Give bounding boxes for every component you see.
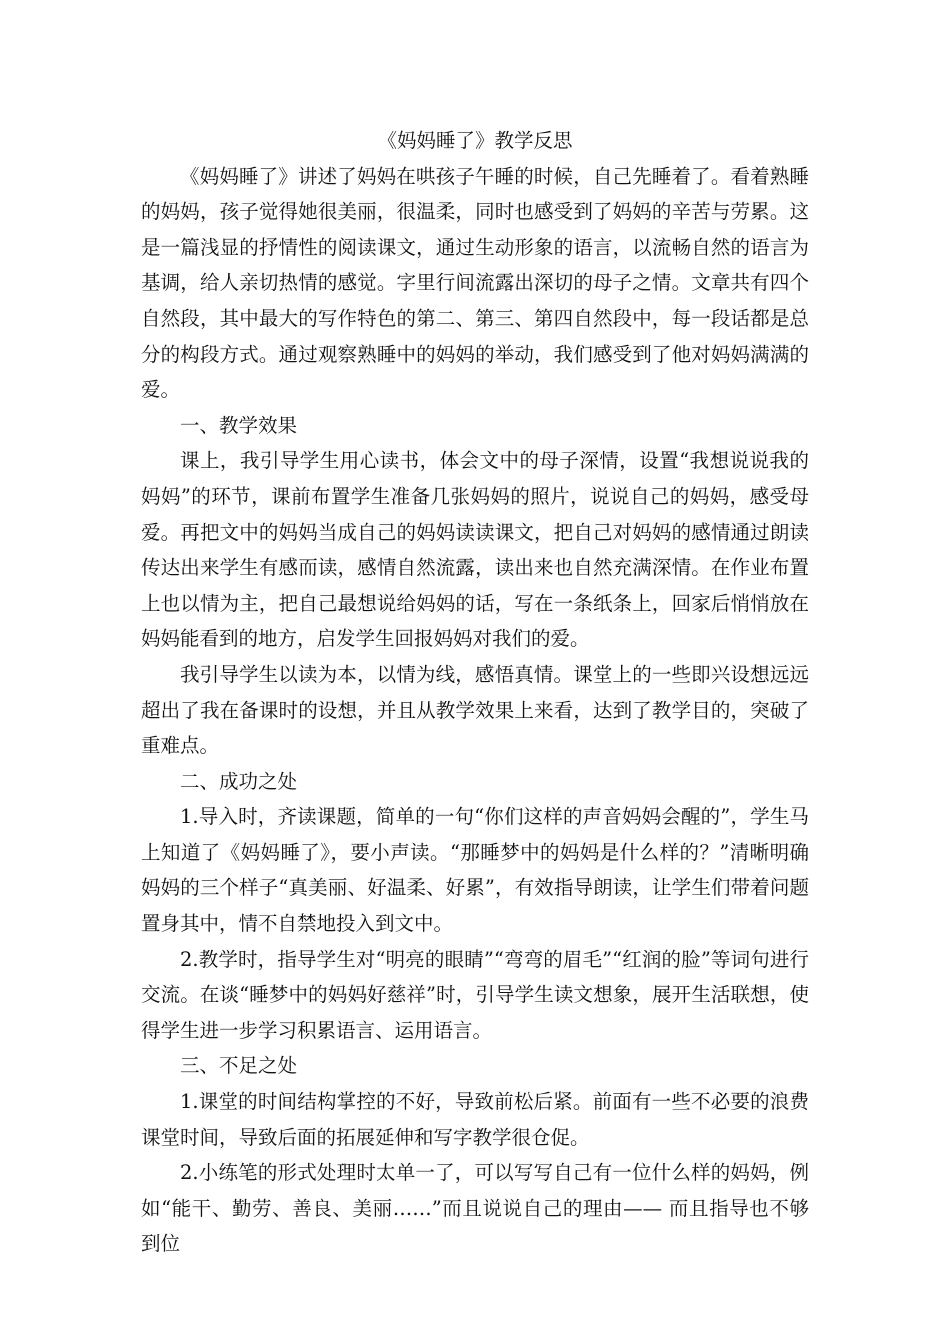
section-heading-successes: 二、成功之处	[180, 769, 298, 793]
paragraph: 1.导入时，齐读课题，简单的一句“你们这样的声音妈妈会醒的”，学生马上知道了《妈妈睡了》，要小声读。“那睡梦中的妈妈是什么样的？”清晰明确妈妈的三个样子“真美丽、好温柔、好累”，有效指导朗读，让学生们带着问题置身其中，情不自禁地投入到文中。	[141, 805, 809, 936]
document-body	[141, 123, 809, 1262]
paragraph: 1.课堂的时间结构掌控的不好，导致前松后紧。前面有一些不必要的浪费课堂时间，导致后面的拓展延伸和写字教学很仓促。	[141, 1090, 809, 1149]
section-heading-teaching-effect: 一、教学效果	[180, 413, 298, 437]
intro-paragraph: 《妈妈睡了》讲述了妈妈在哄孩子午睡的时候，自己先睡着了。看着熟睡的妈妈，孩子觉得她很美丽，很温柔，同时也感受到了妈妈的辛苦与劳累。这是一篇浅显的抒情性的阅读课文，通过生动形象的语言，以流畅自然的语言为基调，给人亲切热情的感觉。字里行间流露出深切的母子之情。文章共有四个自然段，其中最大的写作特色的第二、第三、第四自然段中，每一段话都是总分的构段方式。通过观察熟睡中的妈妈的举动，我们感受到了他对妈妈满满的爱。	[141, 164, 809, 402]
document-title: 《妈妈睡了》教学反思	[377, 129, 573, 152]
paragraph: 我引导学生以读为本，以情为线，感悟真情。课堂上的一些即兴设想远远超出了我在备课时的设想，并且从教学效果上来看，达到了教学目的，突破了重难点。	[141, 662, 809, 758]
paragraph: 2.小练笔的形式处理时太单一了，可以写写自己有一位什么样的妈妈，例如“能干、勤劳、善良、美丽……”而且说说自己的理由—— 而且指导也不够到位	[141, 1161, 809, 1256]
section-heading-shortcomings: 三、不足之处	[180, 1054, 298, 1078]
paragraph: 2.教学时，指导学生对“明亮的眼睛”“弯弯的眉毛”“红润的脸”等词句进行交流。在谈“睡梦中的妈妈好慈祥”时，引导学生读文想象，展开生活联想，使得学生进一步学习积累语言、运用语言。	[141, 947, 809, 1042]
paragraph: 课上，我引导学生用心读书，体会文中的母子深情，设置“我想说说我的妈妈”的环节，课前布置学生准备几张妈妈的照片，说说自己的妈妈，感受母爱。再把文中的妈妈当成自己的妈妈读读课文，把自己对妈妈的感情通过朗读传达出来学生有感而读，感情自然流露，读出来也自然充满深情。在作业布置上也以情为主，把自己最想说给妈妈的话，写在一条纸条上，回家后悄悄放在妈妈能看到的地方，启发学生回报妈妈对我们的爱。	[141, 449, 809, 651]
